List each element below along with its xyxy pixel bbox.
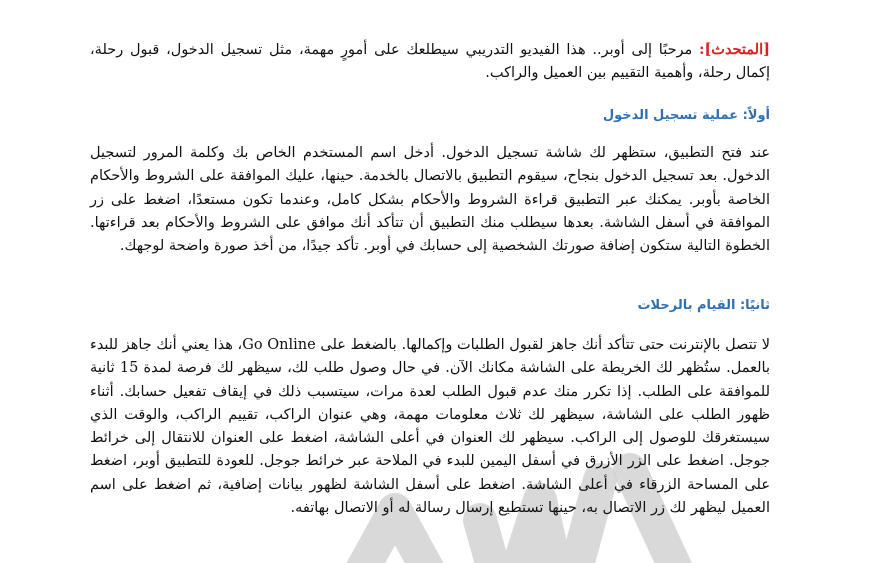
- section-body-login: عند فتح التطبيق، ستظهر لك شاشة تسجيل الدخول. أدخل اسم المستخدم الخاص بك وكلمة المرور لتسجيل الدخول. بعد تسجيل الدخول بنجاح، سيقوم التطبيق بالاتصال بالخدمة. حينها، عليك الموافقة على الشروط والأحكام الخاصة بأوبر. يمكنك عبر التطبيق قراءة الشروط والأحكام بشكل كامل، وعندما تكون مستعدًا، اضغط على زر الموافقة في أسفل الشاشة. بعدها سيطلب منك التطبيق أن تتأكد أنك موافق على الشروط والأحكام بعد قراءتها. الخطوة التالية ستكون إضافة صورتك الشخصية إلى حسابك في أوبر. تأكد جيدًا، من أخذ صورة واضحة لوجهك.: [90, 145, 770, 255]
- intro-paragraph: [90, 38, 770, 86]
- section-heading-login: أولاً: عملية تسجيل الدخول: [602, 108, 770, 123]
- section-body-trips: لا تتصل بالإنترنت حتى تتأكد أنك جاهز لقبول الطلبات وإكمالها. بالضغط على Go Online، هذا يعني أنك جاهز للبدء بالعمل. ستُظهر لك الخريطة على الشاشة مكانك الآن. في حال وصول طلب لك، سيظهر لك فرصة لمدة 15 ثانية للموافقة على الطلب. إذا تكرر منك عدم قبول الطلب لعدة مرات، سيتسبب ذلك في إيقاف تفعيل حسابك. أثناء ظهور الطلب على الشاشة، سيظهر لك ثلاث معلومات مهمة، وهي عنوان الراكب، تقييم الراكب، والوقت الذي سيستغرقك للوصول إلى الراكب. سيظهر لك العنوان في أعلى الشاشة، اضغط على العنوان للانتقال إلى خرائط جوجل. اضغط على الزر الأزرق في أسفل اليمين للبدء في الملاحة عبر خرائط جوجل. للعودة للتطبيق أوبر، اضغط على المساحة الزرقاء في أعلى الشاشة. اضغط على أسفل الشاشة لظهور بيانات إضافية، ثم اضغط على اسم العميل ليظهر لك زر الاتصال به، حينها تستطيع إرسال رسالة له أو الاتصال بهاتفه.: [90, 337, 770, 517]
- speaker-label: [المتحدث]:: [699, 41, 770, 58]
- intro-text: مرحبًا إلى أوبر.. هذا الفيديو التدريبي سيطلعك على أمورٍ مهمة، مثل تسجيل الدخول، قبول رحلة، إكمال رحلة، وأهمية التقييم بين العميل والراكب.: [90, 42, 770, 82]
- section-heading-trips: ثانيًا: القيام بالرحلات: [637, 298, 770, 313]
